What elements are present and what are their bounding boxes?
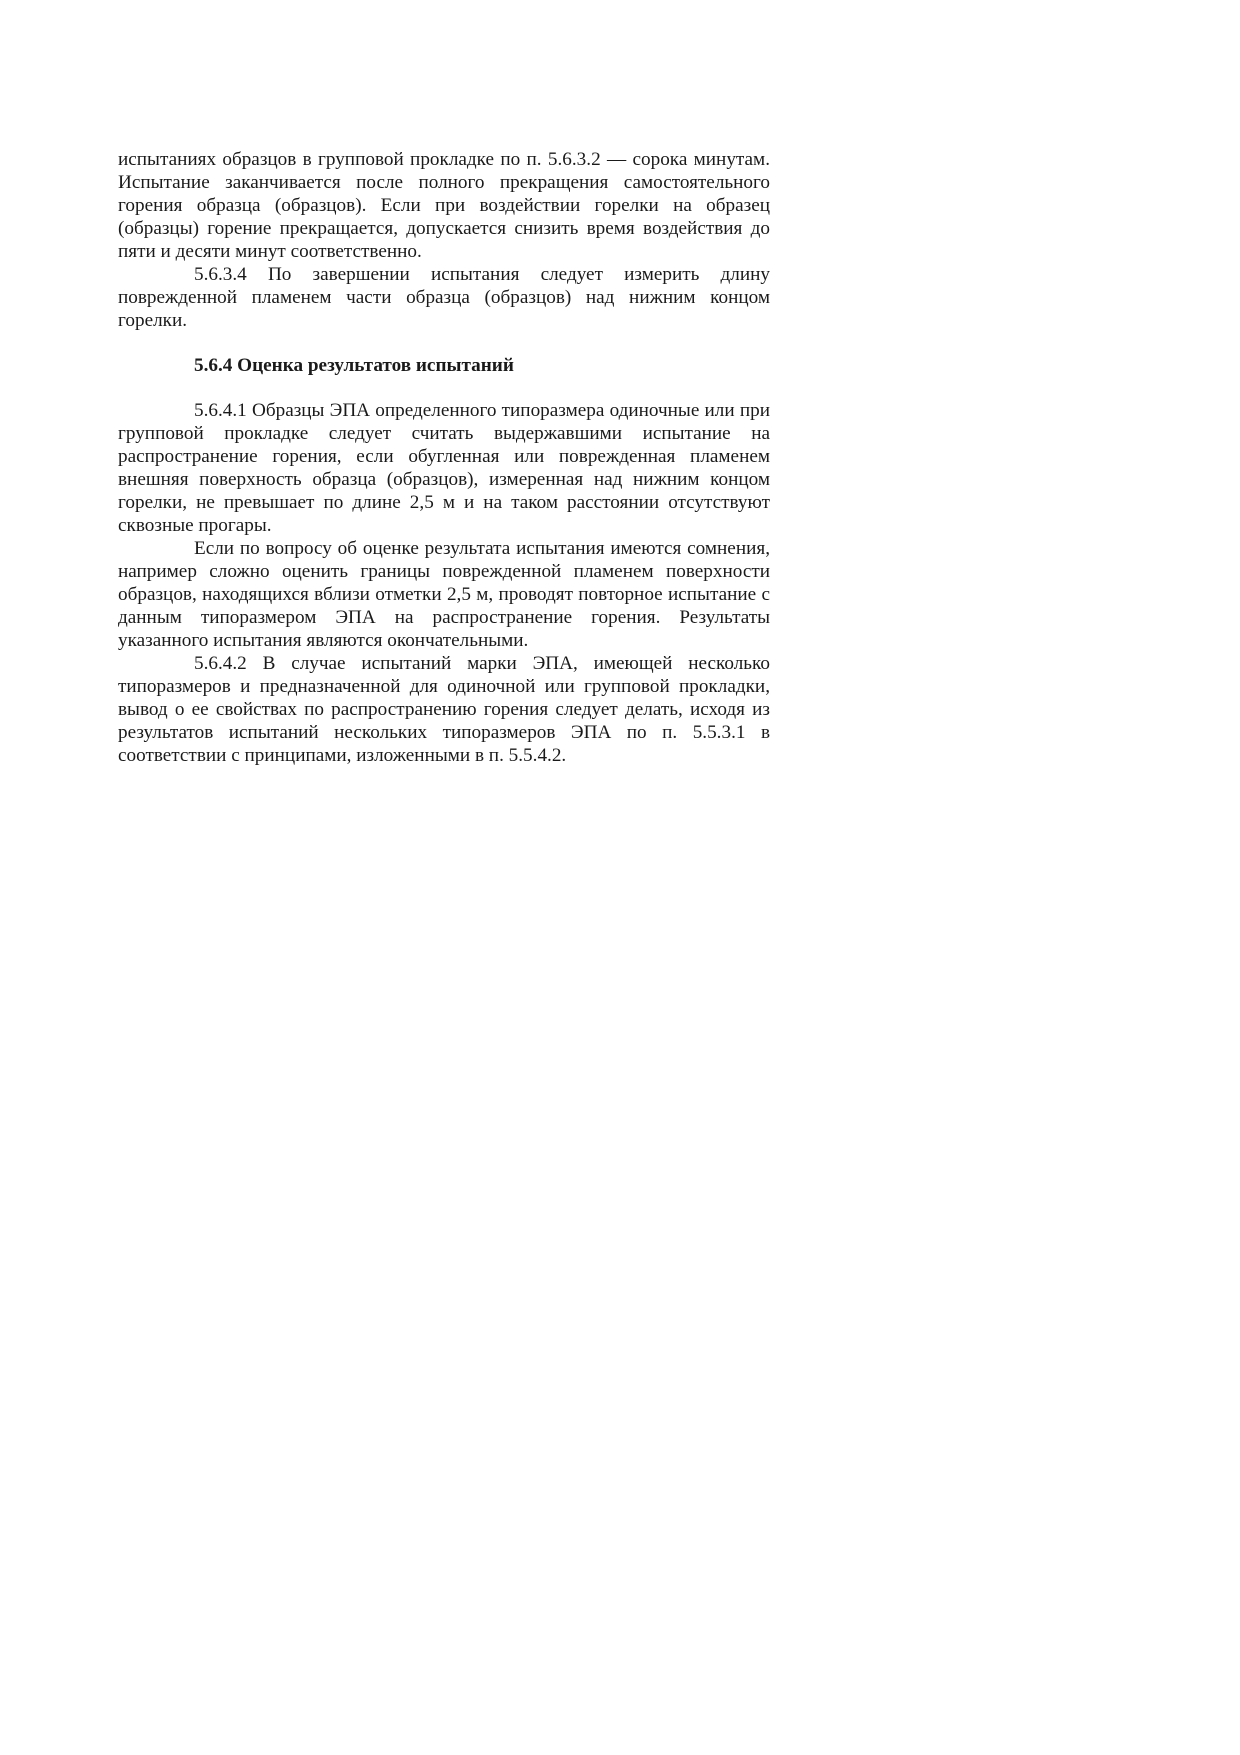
paragraph-continuation: испытаниях образцов в групповой прокладке по п. 5.6.3.2 — сорока минутам. Испытание заканчивается после полного прекращения самостоятельного горения образца (образцов). Если при воздействии горелки на образец (образцы) горение прекращается, допускается снизить время воздействия до пяти и десяти минут соответственно. — [118, 149, 770, 262]
paragraph-5-6-4-2: 5.6.4.2 В случае испытаний марки ЭПА, имеющей несколько типоразмеров и предназначенной для одиночной или групповой прокладки, вывод о ее свойствах по распространению горения следует делать, исходя из результатов испытаний нескольких типоразмеров ЭПА по п. 5.5.3.1 в соответствии с принципами, изложенными в п. 5.5.4.2. — [118, 653, 770, 766]
section-heading: 5.6.4 Оценка результатов испытаний — [194, 355, 514, 376]
paragraph-5-6-4-1: 5.6.4.1 Образцы ЭПА определенного типоразмера одиночные или при групповой прокладке следует считать выдержавшими испытание на распространение горения, если обугленная или поврежденная пламенем внешняя поверхность образца (образцов), измеренная над нижним концом горелки, не превышает по длине 2,5 м и на таком расстоянии отсутствуют сквозные прогары. — [118, 400, 770, 536]
document-page — [118, 148, 770, 767]
paragraph-doubt-retest: Если по вопросу об оценке результата испытания имеются сомнения, например сложно оценить границы поврежденной пламенем поверхности образцов, находящихся вблизи отметки 2,5 м, проводят повторное испытание с данным типоразмером ЭПА на распространение горения. Результаты указанного испытания являются окончательными. — [118, 538, 770, 651]
paragraph-5-6-3-4: 5.6.3.4 По завершении испытания следует измерить длину поврежденной пламенем части образца (образцов) над нижним концом горелки. — [118, 264, 770, 331]
